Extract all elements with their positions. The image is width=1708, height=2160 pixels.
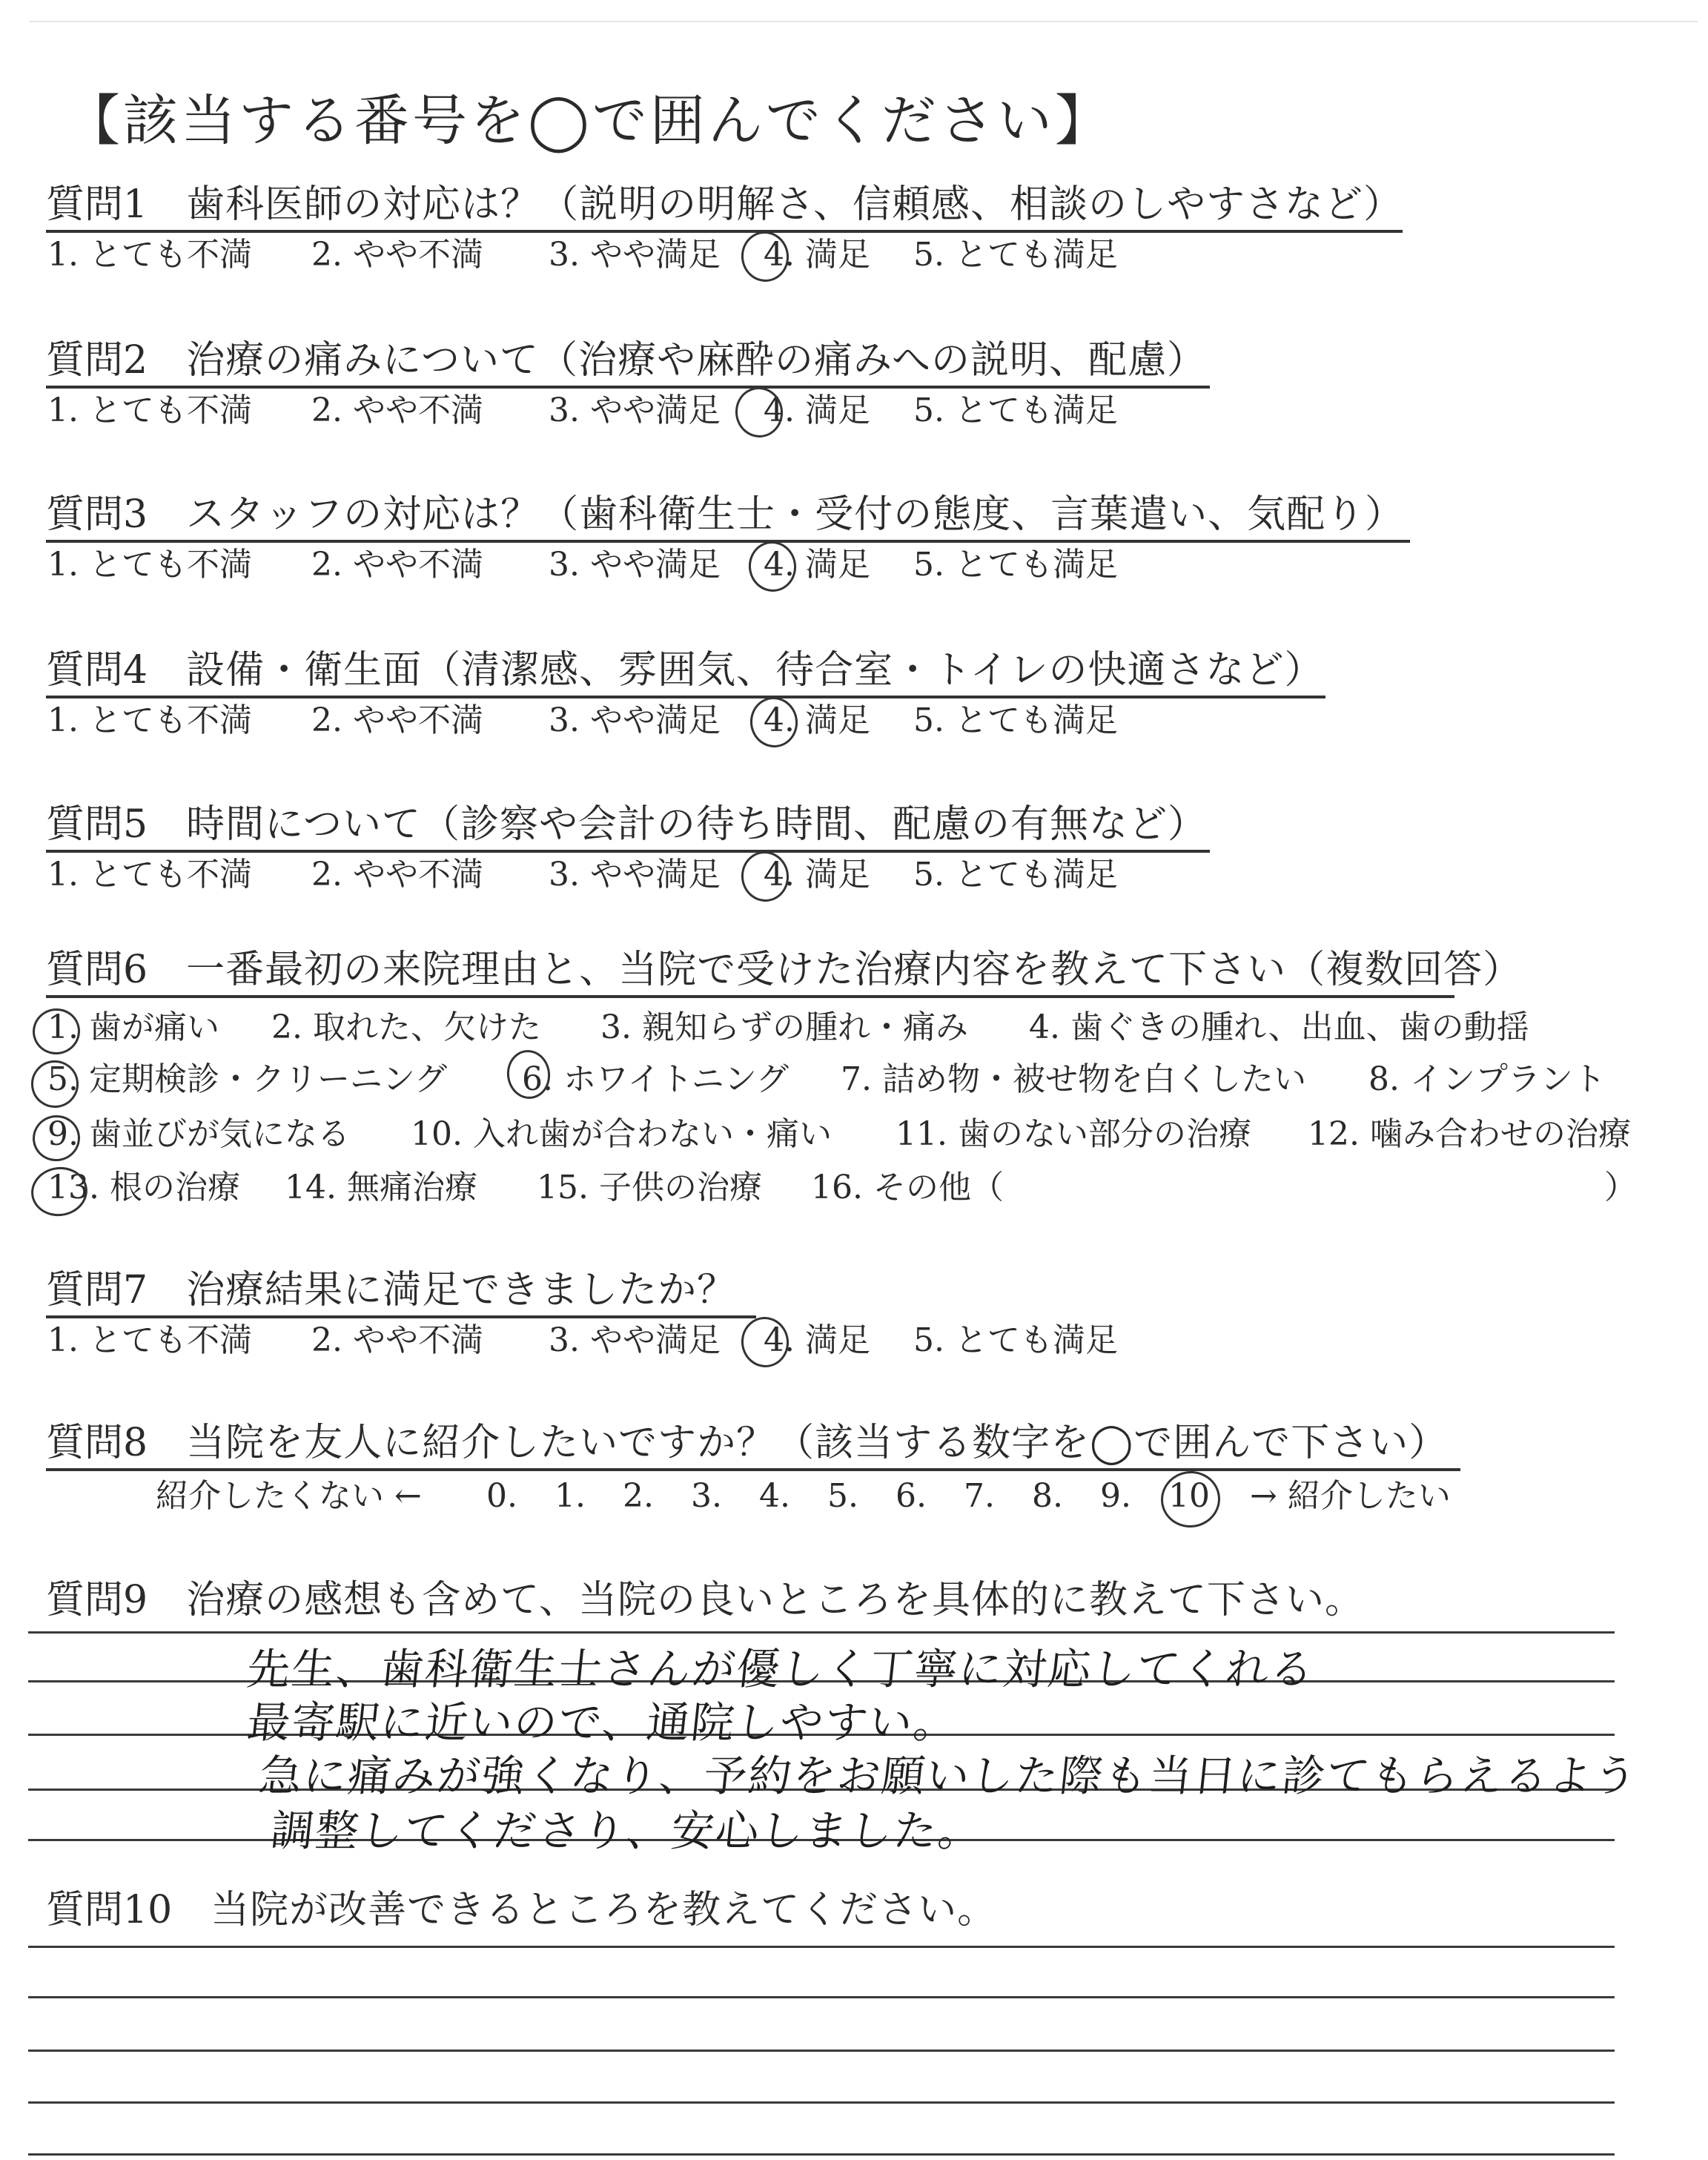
q5-option-2[interactable]: 2. やや不満 [311, 856, 483, 894]
q1-option-4[interactable]: 4. 満足 [764, 236, 870, 274]
q6-option-2[interactable]: 2. 取れた、欠けた [271, 1008, 541, 1046]
q5-option-5[interactable]: 5. とても満足 [913, 856, 1118, 894]
q1-option-3[interactable]: 3. やや満足 [549, 236, 721, 274]
question-text: 歯科医師の対応は？（説明の明解さ、信頼感、相談のしやすさなど） [186, 182, 1403, 227]
q5-option-3[interactable]: 3. やや満足 [549, 856, 721, 894]
q8-left-label: 紹介したくない ← [156, 1477, 422, 1515]
question-underline [46, 995, 1454, 998]
q6-option-11[interactable]: 11. 歯のない部分の治療 [896, 1115, 1251, 1153]
q7-option-3[interactable]: 3. やや満足 [549, 1321, 721, 1359]
question-label: 質問2 [46, 338, 148, 383]
q5-option-4[interactable]: 4. 満足 [764, 856, 870, 894]
question-2 [46, 338, 1207, 383]
q6-option-13[interactable]: 13. 根の治療 [47, 1169, 240, 1206]
question-text: 治療の痛みについて（治療や麻酔の痛みへの説明、配慮） [186, 338, 1207, 383]
q8-scale-9[interactable]: 9. [1100, 1477, 1131, 1515]
question-5 [46, 802, 1208, 847]
q7-option-4[interactable]: 4. 満足 [764, 1321, 870, 1359]
question-8 [46, 1421, 1449, 1465]
q8-scale-4[interactable]: 4. [759, 1477, 790, 1515]
question-label: 質問7 [46, 1268, 148, 1312]
q1-option-2[interactable]: 2. やや不満 [311, 236, 483, 274]
q6-option-7[interactable]: 7. 詰め物・被せ物を白くしたい [841, 1060, 1306, 1098]
question-text: 当院を友人に紹介したいですか？（該当する数字を◯で囲んで下さい） [186, 1421, 1449, 1465]
question-label: 質問8 [46, 1421, 148, 1465]
question-9 [46, 1578, 1365, 1622]
q7-option-2[interactable]: 2. やや不満 [311, 1321, 483, 1359]
q8-scale-2[interactable]: 2. [623, 1477, 654, 1515]
question-label: 質問1 [46, 182, 148, 227]
page-top-edge [30, 21, 1698, 22]
answer-line [28, 2153, 1615, 2156]
q2-option-3[interactable]: 3. やや満足 [549, 392, 721, 429]
question-text: 設備・衛生面（清潔感、雰囲気、待合室・トイレの快適さなど） [186, 648, 1324, 693]
q8-scale-5[interactable]: 5. [827, 1477, 858, 1515]
q7-option-5[interactable]: 5. とても満足 [913, 1321, 1118, 1359]
q6-option-9[interactable]: 9. 歯並びが気になる [47, 1115, 350, 1153]
q6-option-4[interactable]: 4. 歯ぐきの腫れ、出血、歯の動揺 [1029, 1008, 1529, 1046]
question-underline [46, 1468, 1460, 1471]
q6-close-paren: ） [1604, 1169, 1637, 1206]
q4-option-3[interactable]: 3. やや満足 [549, 701, 721, 739]
answer-line [28, 1946, 1615, 1948]
question-label: 質問6 [46, 948, 148, 992]
question-7 [46, 1268, 737, 1312]
q3-option-5[interactable]: 5. とても満足 [913, 546, 1118, 584]
question-6 [46, 948, 1523, 992]
q3-option-1[interactable]: 1. とても不満 [47, 546, 252, 584]
q3-option-4[interactable]: 4. 満足 [764, 546, 870, 584]
question-3 [46, 492, 1405, 537]
question-10 [46, 1888, 997, 1932]
q6-option-6[interactable]: 6. ホワイトニング [522, 1060, 790, 1098]
page-title: 【該当する番号を◯で囲んでください】 [65, 89, 1113, 153]
question-1 [46, 182, 1403, 227]
question-underline [46, 540, 1410, 543]
question-text: 当院が改善できるところを教えてください。 [211, 1888, 997, 1932]
q2-option-4[interactable]: 4. 満足 [764, 392, 870, 429]
q8-scale-8[interactable]: 8. [1032, 1477, 1063, 1515]
question-underline [46, 850, 1210, 853]
q6-option-8[interactable]: 8. インプラント [1368, 1060, 1606, 1098]
q4-option-5[interactable]: 5. とても満足 [913, 701, 1118, 739]
question-label: 質問5 [46, 802, 148, 847]
q8-scale-3[interactable]: 3. [691, 1477, 722, 1515]
q8-scale-1[interactable]: 1. [555, 1477, 586, 1515]
q8-scale-7[interactable]: 7. [964, 1477, 995, 1515]
question-label: 質問4 [46, 648, 148, 693]
answer-line [28, 1996, 1615, 1998]
q4-option-1[interactable]: 1. とても不満 [47, 701, 252, 739]
question-4 [46, 648, 1324, 693]
question-text: 時間について（診察や会計の待ち時間、配慮の有無など） [186, 802, 1208, 847]
q4-option-4[interactable]: 4. 満足 [764, 701, 870, 739]
handwritten-answer-line-4: 調整してくださり、安心しました。 [268, 1806, 986, 1856]
question-label: 質問9 [46, 1578, 148, 1622]
q6-option-15[interactable]: 15. 子供の治療 [537, 1169, 762, 1206]
question-text: 治療の感想も含めて、当院の良いところを具体的に教えて下さい。 [186, 1578, 1365, 1622]
question-underline [46, 386, 1210, 389]
q6-option-1[interactable]: 1. 歯が痛い [47, 1008, 219, 1046]
q7-option-1[interactable]: 1. とても不満 [47, 1321, 252, 1359]
q6-option-10[interactable]: 10. 入れ歯が合わない・痛い [411, 1115, 832, 1153]
q3-option-2[interactable]: 2. やや不満 [311, 546, 483, 584]
question-underline [46, 696, 1325, 698]
question-label: 質問3 [46, 492, 148, 537]
q8-scale-10[interactable]: 10 [1168, 1477, 1210, 1515]
q8-scale-0[interactable]: 0. [486, 1477, 517, 1515]
q6-option-16[interactable]: 16. その他（ [811, 1169, 1004, 1206]
answer-line [28, 1631, 1615, 1634]
q1-option-1[interactable]: 1. とても不満 [47, 236, 252, 274]
question-underline [46, 230, 1403, 233]
q2-option-5[interactable]: 5. とても満足 [913, 392, 1118, 429]
question-text: スタッフの対応は？（歯科衛生士・受付の態度、言葉遣い、気配り） [186, 492, 1405, 537]
q8-scale-6[interactable]: 6. [896, 1477, 927, 1515]
q6-option-12[interactable]: 12. 噛み合わせの治療 [1308, 1115, 1631, 1153]
question-underline [46, 1315, 756, 1318]
question-text: 治療結果に満足できましたか？ [186, 1268, 737, 1312]
answer-circle-q8 [1157, 1467, 1224, 1531]
q5-option-1[interactable]: 1. とても不満 [47, 856, 252, 894]
q2-option-1[interactable]: 1. とても不満 [47, 392, 252, 429]
answer-line [28, 2101, 1615, 2104]
q6-option-3[interactable]: 3. 親知らずの腫れ・痛み [600, 1008, 968, 1046]
q6-option-14[interactable]: 14. 無痛治療 [285, 1169, 477, 1206]
q4-option-2[interactable]: 2. やや不満 [311, 701, 483, 739]
q3-option-3[interactable]: 3. やや満足 [549, 546, 721, 584]
question-label: 質問10 [46, 1888, 173, 1932]
q6-option-5[interactable]: 5. 定期検診・クリーニング [47, 1060, 448, 1098]
handwritten-answer-line-2: 最寄駅に近いので、通院しやすい。 [244, 1697, 961, 1748]
q2-option-2[interactable]: 2. やや不満 [311, 392, 483, 429]
answer-line [28, 2050, 1615, 2052]
q8-right-label: → 紹介したい [1250, 1477, 1451, 1515]
q1-option-5[interactable]: 5. とても満足 [913, 236, 1118, 274]
question-text: 一番最初の来院理由と、当院で受けた治療内容を教えて下さい（複数回答） [186, 948, 1523, 992]
handwritten-answer-line-1: 先生、歯科衛生士さんが優しく丁寧に対応してくれる [244, 1644, 1318, 1694]
handwritten-answer-line-3: 急に痛みが強くなり、予約をお願いした際も当日に診てもらえるよう [256, 1751, 1641, 1801]
